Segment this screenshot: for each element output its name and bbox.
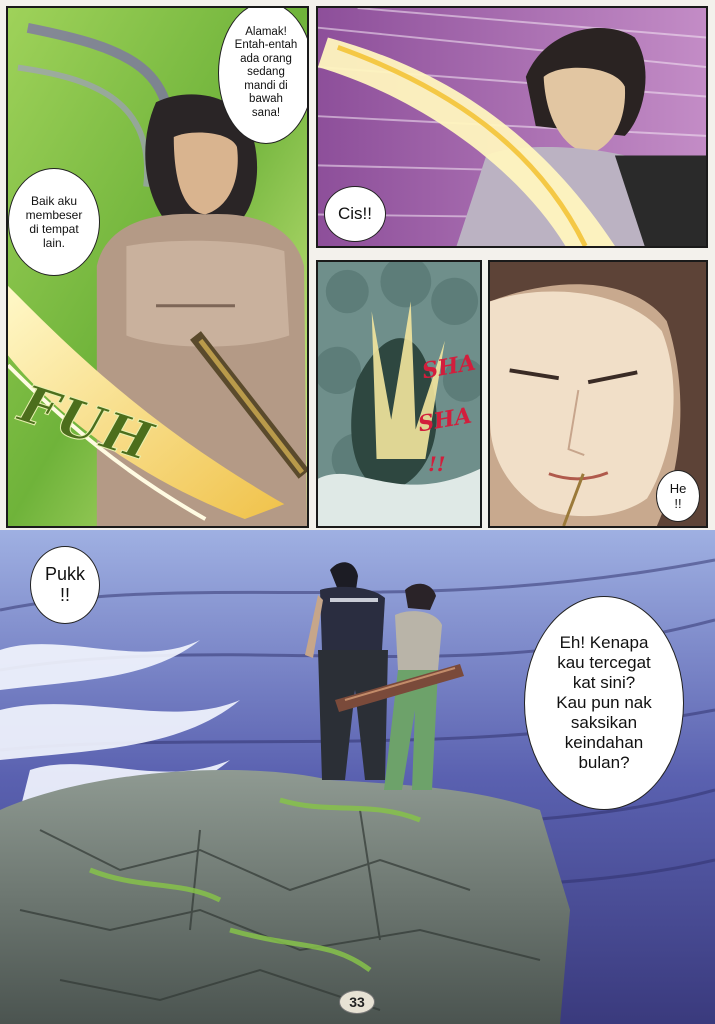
panel-3-art	[318, 262, 480, 526]
panel-4	[488, 260, 708, 528]
speech-bubble-he	[656, 470, 700, 522]
panel-5	[0, 530, 715, 1024]
speech-bubble-alamak-text: Alamak! Entah-entah ada orang sedang mandi di bawah sana!	[234, 25, 298, 119]
page-number: 33	[339, 990, 375, 1014]
panel-1	[6, 6, 309, 528]
panel-3	[316, 260, 482, 528]
speech-bubble-cis	[324, 186, 386, 242]
speech-bubble-eh-kenapa-text: Eh! Kenapa kau tercegat kat sini? Kau pun nak saksikan keindahan bulan?	[556, 632, 652, 773]
sfx-exclaim: !!	[428, 452, 446, 476]
sfx-sha-1: SHA	[420, 349, 478, 385]
sfx-sha-2: SHA	[416, 402, 474, 438]
speech-bubble-pukk-text: Pukk !!	[44, 563, 86, 605]
speech-bubble-pukk	[30, 546, 100, 624]
panel-2	[316, 6, 708, 248]
speech-bubble-eh-kenapa	[524, 596, 684, 810]
speech-bubble-he-text: He !!	[669, 480, 687, 511]
speech-bubble-baik-aku	[8, 168, 100, 276]
sfx-fuh: FUH	[11, 373, 162, 474]
speech-bubble-alamak	[218, 6, 309, 144]
speech-bubble-cis-text: Cis!!	[338, 203, 372, 223]
speech-bubble-baik-aku-text: Baik aku membeser di tempat lain.	[25, 193, 83, 251]
